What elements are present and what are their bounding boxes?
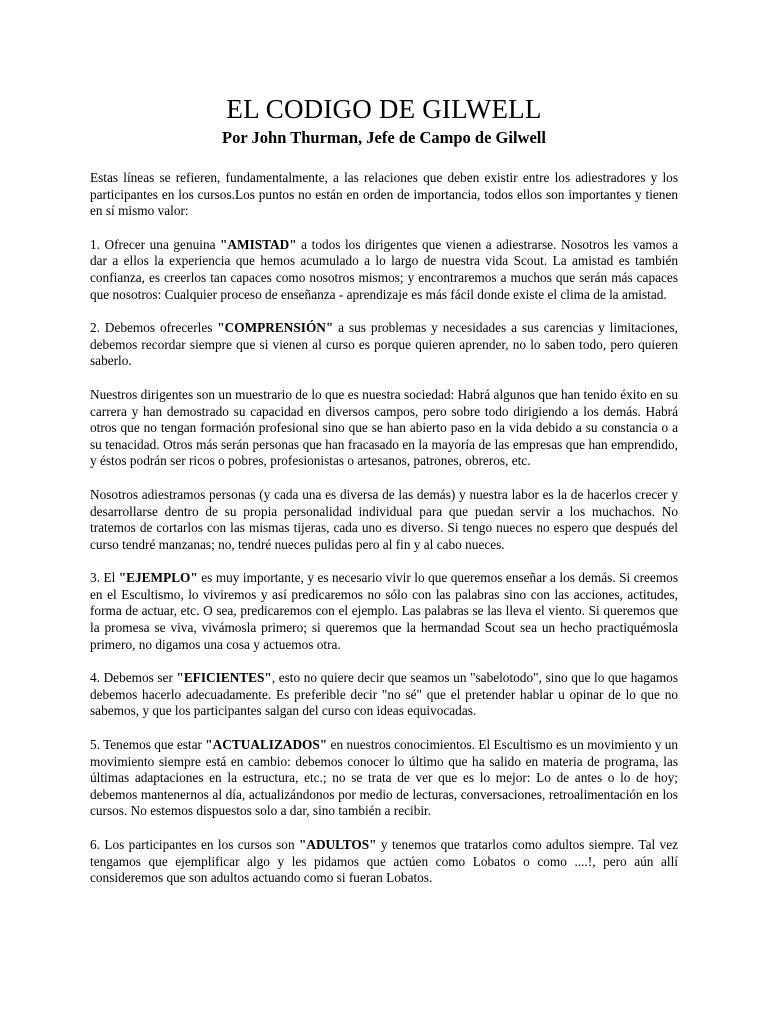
paragraph-point-6 [90, 837, 678, 887]
paragraph-text: 4. Debemos ser [90, 670, 177, 686]
paragraph-intro [90, 170, 678, 220]
paragraph-text: 2. Debemos ofrecerles [90, 320, 218, 336]
paragraph-text: Estas líneas se refieren, fundamentalmente, a las relaciones que deben existir entre los adiestradores y los participantes en los cursos.Los puntos no están en orden de importancia, todos ellos son importantes y tienen en sí mismo valor: [90, 170, 678, 219]
paragraph-text: 6. Los participantes en los cursos son [90, 837, 299, 852]
paragraph-point-2 [90, 320, 678, 370]
keyword-actualizados: "ACTUALIZADOS" [205, 737, 328, 753]
keyword-eficientes: "EFICIENTES" [176, 670, 272, 686]
keyword-adultos: "ADULTOS" [298, 837, 377, 852]
paragraph-adiestramos [90, 487, 678, 553]
paragraph-text: Nosotros adiestramos personas (y cada una es diversa de las demás) y nuestra labor es la de hacerlos crecer y desarrollarse dentro de su propia personalidad individual para que puedan servir a los muchachos. No tratemos de cortarlos con las mismas tijeras, cada uno es diverso. Si tengo nueces no espero que después del curso tendré manzanas; no, tendré nueces pulidas pero al fin y al cabo nueces. [90, 486, 678, 552]
paragraph-text: , esto no quiere decir que seamos un "sabelotodo", sino que lo que hagamos debemos hacerlo adecuadamente. Es preferible decir "no sé" que el pretender hablar u opinar de lo que no sabemos, y que los participantes salgan del curso con ideas equivocadas. [90, 670, 679, 719]
keyword-ejemplo: "EJEMPLO" [118, 570, 198, 586]
keyword-amistad: "AMISTAD" [220, 236, 297, 252]
paragraph-text: 5. Tenemos que estar [90, 737, 206, 753]
paragraph-text: en nuestros conocimientos. El Escultismo es un movimiento y un movimiento siempre está en cambio: debemos conocer lo último que ha salido en materia de programa, las últimas adaptaciones en la estructura, etc.; no se trata de ver que es lo mejor: Lo de antes o lo de hoy; debemos mantenernos al día, actualizándonos por medio de lecturas, conversaciones, retroalimentación en los cursos. No estemos dispuestos solo a dar, sino también a recibir. [90, 737, 679, 819]
paragraph-point-4 [90, 670, 678, 720]
document-body [90, 170, 678, 887]
paragraph-point-3 [90, 570, 678, 653]
document-subtitle: Por John Thurman, Jefe de Campo de Gilwell [222, 128, 546, 147]
keyword-comprension: "COMPRENSIÓN" [217, 320, 334, 336]
paragraph-text: es muy importante, y es necesario vivir lo que queremos enseñar a los demás. Si creemos en el Escultismo, lo viviremos y así predicaremos no sólo con las palabras sino con las acciones, actitudes, forma de actuar, etc. O sea, predicaremos con el ejemplo. Las palabras se las lleva el viento. Si queremos que la promesa se viva, vivámosla primero; si queremos que la hermandad Scout sea un hecho practiquémosla primero, no digamos una cosa y actuemos otra. [90, 570, 678, 652]
paragraph-dirigentes [90, 387, 678, 470]
paragraph-text: 3. El [90, 570, 119, 586]
paragraph-text: a todos los dirigentes que vienen a adiestrarse. Nosotros les vamos a dar a ellos la experiencia que hemos acumulado a lo largo de nuestra vida Scout. La amistad es también confianza, es creerlos tan capaces como nosotros mismos; y encontraremos a muchos que serán más capaces que nosotros: Cualquier proceso de enseñanza - aprendizaje es más fácil donde existe el clima de la amistad. [90, 236, 678, 302]
paragraph-text: Nuestros dirigentes son un muestrario de lo que es nuestra sociedad: Habrá algunos que han tenido éxito en su carrera y han demostrado su capacidad en diversos campos, pero sobre todo dirigiendo a los demás. Habrá otros que no tengan formación profesional sino que se han abierto paso en la vida debido a su constancia o a su tenacidad. Otros más serán personas que han fracasado en la mayoría de las empresas que han emprendido, y éstos podrán ser ricos o pobres, profesionistas o artesanos, patrones, obreros, etc. [90, 386, 678, 469]
document-title: EL CODIGO DE GILWELL [226, 94, 542, 124]
paragraph-point-5 [90, 737, 678, 820]
paragraph-text: a sus problemas y necesidades a sus carencias y limitaciones, debemos recordar siempre que si vienen al curso es porque quieren aprender, no lo saben todo, pero quieren saberlo. [90, 320, 678, 369]
paragraph-text: 1. Ofrecer una genuina [90, 236, 221, 252]
paragraph-text: y tenemos que tratarlos como adultos siempre. Tal vez tengamos que ejemplificar algo y les pidamos que actúen como Lobatos o como ....!, pero aún allí consideremos que son adultos actuando como si fueran Lobatos. [90, 837, 678, 886]
paragraph-point-1 [90, 237, 678, 303]
